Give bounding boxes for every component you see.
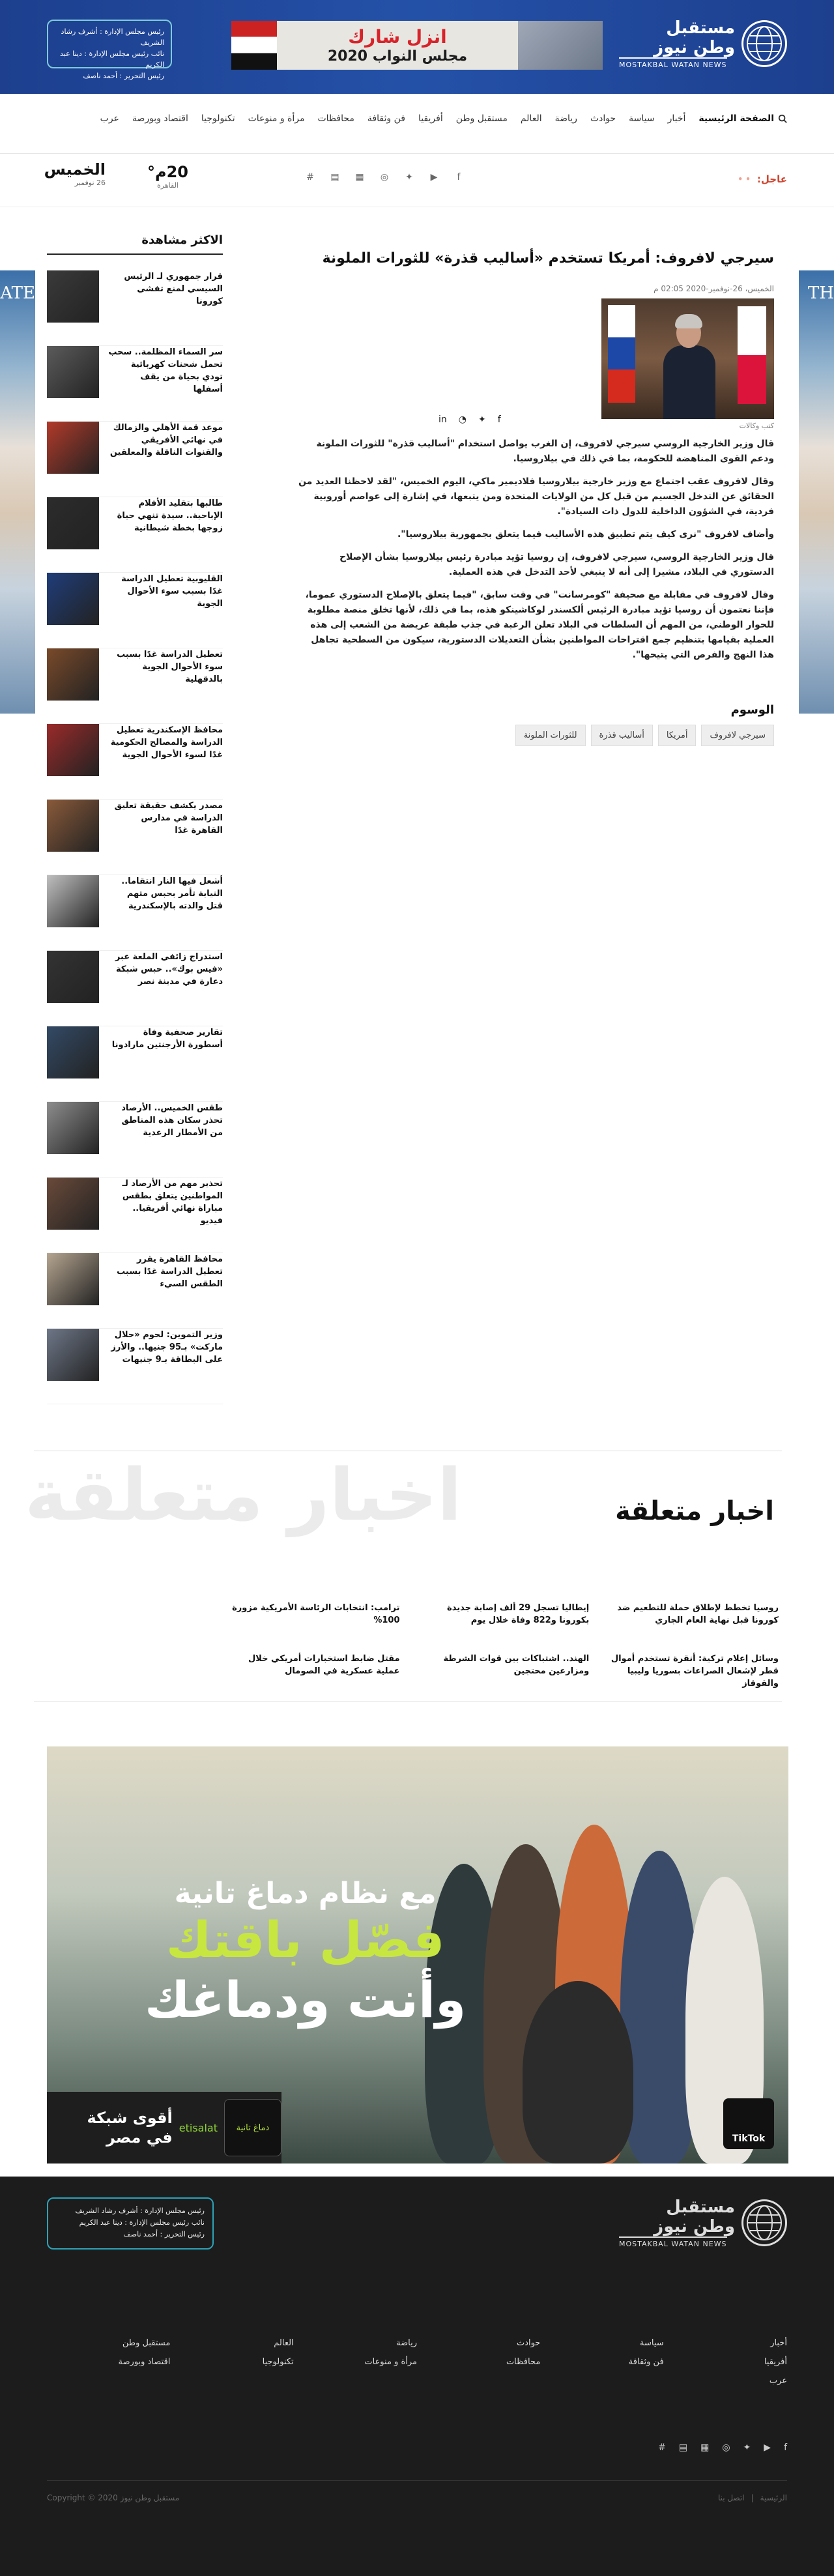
hashtag-icon[interactable]: # [658, 2442, 666, 2453]
ad-slogan1: أقوى شبكة [87, 2109, 173, 2127]
nav-item-governorates[interactable]: محافظات [317, 113, 354, 124]
article [298, 248, 774, 746]
most-viewed-text: قرار جمهوري لـ الرئيس السيسي لمنع تفشي كورونا [124, 272, 223, 306]
most-viewed-thumb [47, 951, 99, 1003]
footer [0, 2177, 834, 2576]
most-viewed-text: تحذير مهم من الأرصاد لـ المواطنين يتعلق بطقس مباراة نهائي أفريقيا.. فيديو [122, 1179, 223, 1226]
hashtag-icon[interactable]: # [306, 172, 314, 182]
related-item[interactable] [39, 1602, 210, 1627]
most-viewed-text: موعد قمة الأهلي والزمالك في نهائي الأفريقي والقنوات الناقلة والمعلقين [109, 423, 223, 457]
most-viewed-item[interactable] [47, 800, 223, 875]
article-photo[interactable] [601, 298, 774, 419]
most-viewed-item[interactable] [47, 1026, 223, 1102]
sidebar-title: الاكثر مشاهدة [47, 233, 223, 255]
poland-flag [738, 306, 766, 404]
search-icon[interactable] [778, 114, 787, 123]
tiktok-icon: TikTok [723, 2098, 774, 2149]
instagram-icon[interactable]: ◎ [380, 172, 389, 182]
most-viewed-text: مصدر يكشف حقيقة تعليق الدراسة في مدارس القاهرة غدًا [114, 801, 223, 835]
related-grid [39, 1602, 779, 1690]
editor-line3: رئيس التحرير : أحمد ناصف [123, 2230, 205, 2238]
most-viewed-text: استدراج زائفي الملعة عبر «فيس بوك».. حبس شبكة دعارة في مدينة نصر [115, 952, 223, 987]
youtube-icon[interactable]: ▶ [764, 2442, 771, 2453]
most-viewed-item[interactable] [47, 951, 223, 1026]
nav-item-africa[interactable]: أفريقيا [418, 113, 443, 124]
ad-badge: دماغ تانية [224, 2099, 281, 2156]
facebook-icon[interactable]: f [784, 2442, 787, 2453]
globe-logo-icon [741, 20, 787, 67]
footer-link[interactable]: سياسة [640, 2338, 664, 2348]
footer-link[interactable]: أخبار [770, 2338, 787, 2348]
most-viewed-item[interactable] [47, 875, 223, 951]
nav-item-arts[interactable]: فن وثقافة [367, 113, 405, 124]
date-day: الخميس [44, 160, 106, 179]
most-viewed-thumb [47, 422, 99, 474]
footer-logo[interactable] [619, 2197, 787, 2248]
etisalat-logo: etisalat [179, 2121, 218, 2134]
most-viewed-text: محافظ القاهرة يقرر تعطيل الدراسة غدًا بسبب الطقس السيء [117, 1254, 223, 1289]
ad-headline-line1: مع نظام دماغ تانية [174, 1877, 437, 1910]
footer-link[interactable]: تكنولوجيا [262, 2357, 294, 2367]
most-viewed-thumb [47, 724, 99, 776]
footer-divider [47, 2480, 787, 2481]
youtube-icon[interactable]: ▶ [430, 172, 438, 182]
most-viewed-item[interactable] [47, 497, 223, 573]
nav-item-label: الصفحة الرئيسية [698, 113, 774, 124]
right-side-ad[interactable] [799, 270, 834, 714]
nav-menu [100, 113, 787, 124]
weather-widget [147, 163, 188, 190]
most-viewed-item[interactable] [47, 1178, 223, 1253]
tag-item[interactable]: أمريكا [658, 725, 697, 746]
whatsapp-icon[interactable]: ◔ [458, 414, 467, 425]
article-paragraph: وأضاف لافروف "نرى كيف يتم تطبيق هذه الأساليب فيما يتعلق بجمهورية بيلاروسيا". [397, 529, 774, 540]
nav-item-news[interactable]: أخبار [667, 113, 686, 124]
nav-item-technology[interactable]: تكنولوجيا [201, 113, 235, 124]
editor-box [47, 20, 172, 80]
footer-contact-link[interactable]: اتصل بنا [718, 2493, 745, 2502]
main-navbar [0, 94, 834, 154]
share-buttons [298, 414, 601, 425]
ad-headline-line2: فصّل باقتك [165, 1911, 445, 1969]
ticker-row [0, 154, 834, 207]
ad-headline [145, 1877, 466, 2030]
most-viewed-item[interactable] [47, 648, 223, 724]
ad-photo-left [518, 21, 603, 70]
most-viewed-thumb [47, 270, 99, 323]
most-viewed-thumb [47, 346, 99, 398]
twitter-icon[interactable]: ✦ [743, 2442, 751, 2453]
article-paragraph: قال وزير الخارجية الروسي سيرجي لافروف، إن الغرب يواصل استخدام "أساليب قذرة" للثورات الملونة ودعم القوى المناهضة للحكومة، بما في ذلك في بيلاروسيا. [316, 439, 774, 464]
most-viewed-item[interactable] [47, 1102, 223, 1178]
twitter-share-icon[interactable]: ✦ [478, 414, 486, 425]
related-title: اخبار متعلقة [615, 1496, 774, 1526]
breaking-dots: • • [738, 175, 751, 184]
related-item[interactable] [39, 1653, 210, 1690]
most-viewed-text: تقارير صحفية وفاة أسطورة الأرجنتين مارادونا [111, 1028, 223, 1050]
footer-links [47, 2338, 787, 2386]
footer-link[interactable]: مستقبل وطن [122, 2338, 171, 2348]
most-viewed-item[interactable] [47, 1253, 223, 1329]
nav-item-accidents[interactable]: حوادث [590, 113, 616, 124]
article-paragraph: وقال لافروف في مقابلة مع صحيفة "كومرسانت" في وقت سابق، "فيما يتعلق بالإصلاح الدستوري عموما، فإننا نعتمون أن روسيا تؤيد مبادرة الرئيس ألكسندر لوكاشينكو هذه، بما في ذلك، لأنها تخلق منصة مطلوبة للحوار الوطني، من المهم أن السلطات في البلاد تعلن الرغبة في جذب طبقة عريضة من الشعب إلى هذه العملية بقيامها بتنظيم جمع اقتراحات المواطنين بشأن التعديلات الدستورية، سيكون من السطحية تجاهل هذا النهج والفرص التي يتيحها". [305, 590, 774, 660]
ad-line1: انزل شارك [348, 26, 447, 48]
ad-brand-bar [47, 2092, 281, 2164]
related-item[interactable]: الهند.. اشتباكات بين قوات الشرطة ومزارعين محتجين [443, 1654, 590, 1676]
most-viewed-text: أشعل فيها النار انتقاما.. النيابة تأمر بحبس متهم قتل والدته بالإسكندرية [121, 876, 223, 911]
most-viewed-thumb [47, 573, 99, 625]
logo-arabic: مستقبل وطن نيوز [654, 18, 735, 57]
globe-logo-icon [741, 2199, 787, 2246]
footer-link[interactable]: مرأة و منوعات [364, 2357, 418, 2367]
photo-credit: كتب وكالات [739, 422, 774, 430]
footer-editor-box [47, 2197, 214, 2250]
most-viewed-thumb [47, 497, 99, 549]
most-viewed-thumb [47, 1102, 99, 1154]
article-meta: الخميس، 26-نوفمبر-2020 02:05 م [654, 284, 774, 293]
most-viewed-thumb [47, 1178, 99, 1230]
related-item[interactable]: إيطاليا تسجل 29 ألف إصابة جديدة بكورونا و822 وفاة خلال يوم [447, 1603, 590, 1625]
logo-english: MOSTAKBAL WATAN NEWS [619, 57, 727, 69]
editor-line1: رئيس مجلس الإدارة : أشرف رشاد الشريف [61, 27, 164, 47]
article-paragraph: وقال لافروف عقب اجتماع مع وزير خارجية بيلاروسيا فلاديمير ماكي، اليوم الخميس، "لقد لاحظنا العديد من الحقائق عن التدخل الجسيم من قبل كل من الولايات المتحدة ومن يتبعها، في إشارة إلى عواصم أوروبية فردية، في الشؤون الداخلية للدول ذات السيادة". [298, 476, 774, 517]
russia-flag [608, 305, 635, 403]
tag-item[interactable]: للثورات الملونة [515, 725, 586, 746]
footer-sep: | [751, 2493, 754, 2502]
rss-icon[interactable]: ▦ [355, 172, 364, 182]
related-item[interactable]: وسائل إعلام تركية: أنقرة تستخدم أموال قطر لإشعال الصراعات بسوريا وليبيا والقوقاز [611, 1654, 779, 1688]
linkedin-icon[interactable]: in [439, 414, 447, 425]
nav-item-women[interactable]: مرأة و منوعات [248, 113, 305, 124]
breaking-news[interactable] [738, 173, 787, 185]
most-viewed-text: وزير التموين: لحوم «حلال ماركت» بـ95 جنيها.. والأرز على البطاقة بـ9 جنيهات [111, 1330, 223, 1365]
header-social [305, 172, 464, 182]
breaking-label: عاجل: [756, 173, 787, 185]
editor-line3: رئيس التحرير : أحمد ناصف [83, 72, 164, 80]
date-widget [44, 160, 106, 187]
related-item[interactable]: مقتل ضابط استخبارات أمريكي خلال عملية عسكرية في الصومال [248, 1654, 400, 1676]
most-viewed-thumb [47, 1329, 99, 1381]
most-viewed-item[interactable] [47, 1329, 223, 1404]
most-viewed-sidebar [47, 233, 223, 1404]
article-paragraph: قال وزير الخارجية الروسي، سيرجي لافروف، إن روسيا تؤيد مبادرة رئيس بيلاروسيا بشأن الإصلاح الدستوري في البلاد، مشيرا إلى أنه لا ينبغي لأحد التدخل في هذه العملية. [339, 552, 774, 577]
footer-link[interactable]: أفريقيا [764, 2357, 787, 2367]
ad-headline-line3: وأنت ودماغك [145, 1971, 467, 2029]
most-viewed-thumb [47, 1253, 99, 1305]
newspaper-icon[interactable]: ▤ [678, 2442, 688, 2453]
editor-line2: نائب رئيس مجلس الإدارة : دينا عبد الكريم [79, 2218, 205, 2227]
egypt-flag-icon [231, 21, 277, 70]
most-viewed-thumb [47, 800, 99, 852]
footer-link[interactable]: عرب [769, 2376, 787, 2386]
footer-link[interactable]: رياضة [396, 2338, 418, 2348]
most-viewed-thumb [47, 1026, 99, 1078]
nav-item-sports[interactable]: رياضة [554, 113, 577, 124]
most-viewed-thumb [47, 875, 99, 927]
most-viewed-item[interactable] [47, 724, 223, 800]
footer-social [658, 2442, 787, 2453]
nav-item-mostakbal-watan[interactable]: مستقبل وطن [455, 113, 508, 124]
footer-copyright: مستقبل وطن نيوز 2020 © Copyright [47, 2493, 180, 2502]
footer-home-link[interactable]: الرئيسية [760, 2493, 787, 2502]
article-title: سيرجي لافروف: أمريكا تستخدم «أساليب قذرة» للثورات الملونة [322, 250, 774, 267]
weather-city: القاهرة [157, 181, 179, 190]
speaker-figure [660, 311, 719, 419]
newspaper-icon[interactable]: ▤ [330, 172, 339, 182]
nav-item-world[interactable]: العالم [520, 113, 542, 124]
footer-link[interactable]: محافظات [506, 2357, 541, 2367]
most-viewed-text: طالبها بتقليد الأفلام الإباحية.. سيدة تنهي حياة زوجها بخطة شيطانية [117, 499, 223, 533]
editor-line2: نائب رئيس مجلس الإدارة : دينا عبد الكريم [60, 50, 164, 69]
related-item[interactable]: ترامب: انتخابات الرئاسة الأمريكية مزورة 100% [232, 1603, 400, 1625]
footer-bottom-links [718, 2493, 787, 2502]
editor-line1: رئيس مجلس الإدارة : أشرف رشاد الشريف [75, 2207, 205, 2215]
nav-item-politics[interactable]: سياسة [629, 113, 655, 124]
most-viewed-text: القليوبية تعطيل الدراسة غدًا بسبب سوء الأحوال الجوية [121, 574, 223, 609]
ad-line2: مجلس النواب 2020 [327, 48, 468, 65]
facebook-share-icon[interactable]: f [497, 414, 501, 425]
most-viewed-thumb [47, 648, 99, 701]
instagram-icon[interactable]: ◎ [722, 2442, 730, 2453]
election-ad-banner[interactable] [231, 21, 603, 70]
footer-link[interactable]: حوادث [516, 2338, 541, 2348]
date-value: 26 نوفمبر [74, 179, 106, 187]
etisalat-ad[interactable] [47, 1746, 788, 2164]
footer-link[interactable]: العالم [274, 2338, 294, 2348]
twitter-icon[interactable]: ✦ [405, 172, 413, 182]
side-ad-decor: TH [807, 283, 834, 303]
rss-icon[interactable]: ▦ [700, 2442, 710, 2453]
tags-list [298, 725, 774, 746]
tag-item[interactable]: أساليب قذرة [591, 725, 653, 746]
most-viewed-text: تعطيل الدراسة غدًا بسبب سوء الأحوال الجوية بالدقهلية [117, 650, 223, 684]
sidebar-list [47, 270, 223, 1404]
most-viewed-text: طقس الخميس.. الأرصاد تحذر سكان هذه المناطق من الأمطار الرعدية [121, 1103, 223, 1138]
most-viewed-item[interactable] [47, 270, 223, 346]
nav-item-home[interactable] [698, 113, 787, 124]
footer-link[interactable]: اقتصاد وبورصة [118, 2357, 171, 2367]
facebook-icon[interactable]: f [457, 172, 461, 182]
related-bg-text: اخبار متعلقة [25, 1453, 462, 1537]
footer-link[interactable]: فن وثقافة [628, 2357, 664, 2367]
logo-arabic: مستقبل وطن نيوز [654, 2197, 735, 2236]
most-viewed-item[interactable] [47, 422, 223, 497]
left-side-ad[interactable] [0, 270, 35, 714]
side-ad-decor: ATE [0, 283, 35, 303]
site-logo[interactable] [619, 18, 787, 69]
most-viewed-text: محافظ الإسكندرية تعطيل الدراسة والمصالح الحكومية غدًا لسوء الأحوال الجوية [110, 725, 223, 760]
most-viewed-item[interactable] [47, 573, 223, 648]
logo-english: MOSTAKBAL WATAN NEWS [619, 2236, 727, 2248]
related-item[interactable]: روسيا تخطط لإطلاق حملة للتطعيم ضد كورونا قبل نهاية العام الجاري [617, 1603, 779, 1625]
ad-slogan2: في مصر [106, 2128, 173, 2147]
nav-item-economy[interactable]: اقتصاد وبورصة [132, 113, 188, 124]
weather-temp: 20م° [147, 163, 188, 181]
most-viewed-text: سر السماء المظلمة.. سحب تحمل شحنات كهربائية تودي بحياة من يقف أسفلها [108, 347, 223, 394]
top-banner [0, 0, 834, 94]
nav-item-arab[interactable]: عرب [100, 113, 119, 124]
tags-title: الوسوم [730, 703, 774, 717]
most-viewed-item[interactable] [47, 346, 223, 422]
tag-item[interactable]: سيرجي لافروف [701, 725, 774, 746]
